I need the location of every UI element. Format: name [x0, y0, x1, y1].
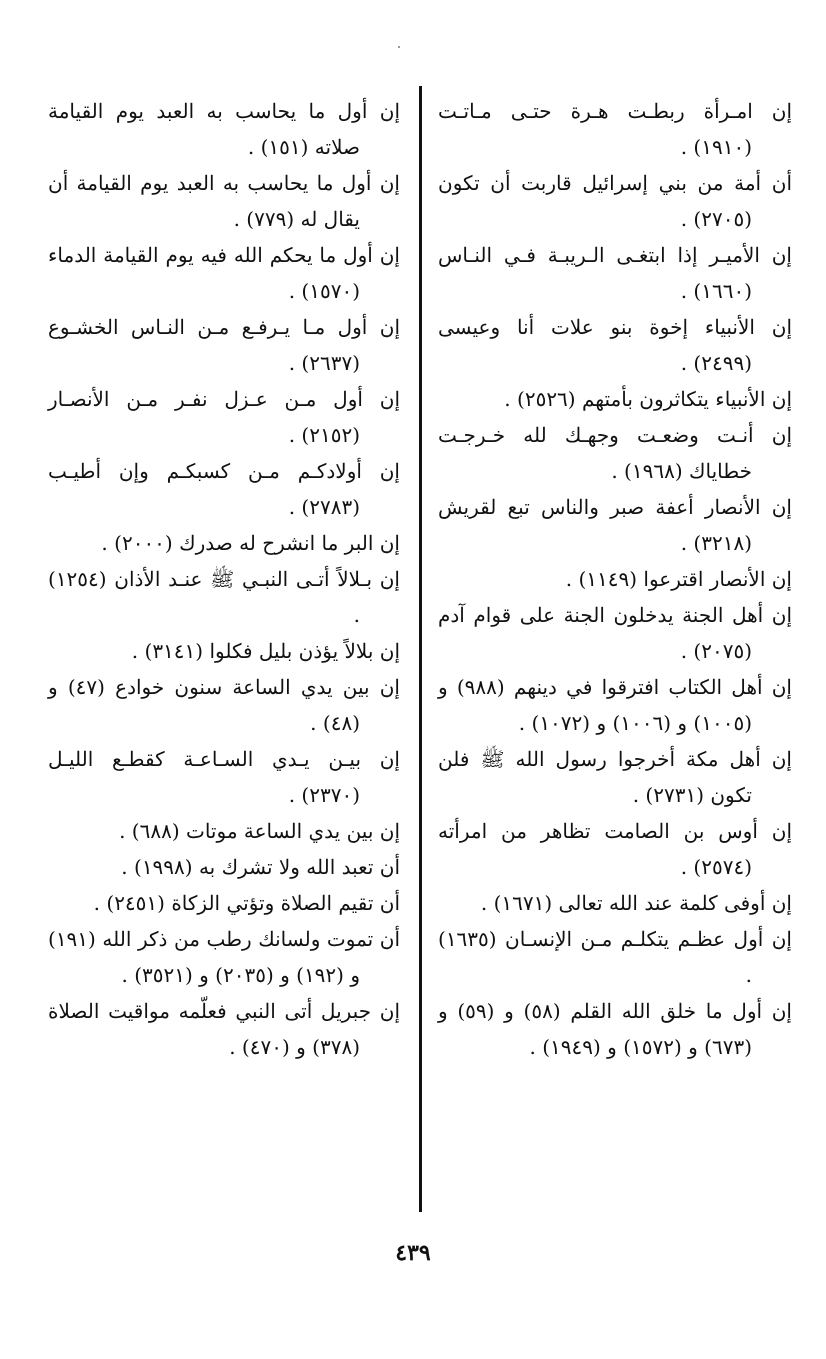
index-entry [48, 237, 400, 309]
index-entry [438, 417, 792, 489]
entry-text: إن الأنبياء إخوة بنو علات أنا وعيسى (٢٤٩٩) . [438, 315, 792, 375]
entry-text: إن جبريل أتى النبي فعلّمه مواقيت الصلاة (٣٧٨) و (٤٧٠) . [48, 999, 400, 1059]
entry-text: إن بـلالاً أتـى النبـي ﷺ عنـد الأذان (١٢٥٤) . [48, 567, 400, 627]
entry-text: أن تموت ولسانك رطب من ذكر الله (١٩١) و (١٩٢) و (٢٠٣٥) و (٣٥٢١) . [48, 927, 400, 987]
index-entry [48, 633, 400, 669]
index-entry [48, 921, 400, 993]
index-entry [48, 165, 400, 237]
index-entry [48, 993, 400, 1065]
right-column [438, 93, 792, 1065]
entry-text: إن أهل مكة أخرجوا رسول الله ﷺ فلن تكون (٢٧٣١) . [438, 747, 792, 807]
entry-text: إن أول ما يحكم الله فيه يوم القيامة الدماء (١٥٧٠) . [48, 243, 400, 303]
index-entry [438, 237, 792, 309]
index-entry [438, 561, 792, 597]
index-entry [438, 669, 792, 741]
entry-text: إن بيـن يـدي السـاعـة كقطـع الليـل (٢٣٧٠) . [48, 747, 400, 807]
entry-text: إن بين يدي الساعة سنون خوادع (٤٧) و (٤٨) . [48, 675, 400, 735]
index-entry [438, 165, 792, 237]
index-entry [48, 561, 400, 633]
page-number: ٤٣٩ [395, 1240, 431, 1266]
entry-text: إن أهل الجنة يدخلون الجنة على قوام آدم (٢٠٧٥) . [438, 603, 792, 663]
entry-text: إن الأنصار أعفة صبر والناس تبع لقريش (٣٢١٨) . [438, 495, 792, 555]
index-entry [48, 813, 400, 849]
entry-text: إن البر ما انشرح له صدرك (٢٠٠٠) . [101, 531, 400, 555]
entry-text: أن أمة من بني إسرائيل قاربت أن تكون (٢٧٠٥) . [438, 171, 792, 231]
index-entry [48, 885, 400, 921]
entry-text: إن امـرأة ربطـت هـرة حتـى مـاتـت (١٩١٠) . [438, 99, 792, 159]
entry-text: إن أول مـا يـرفـع مـن النـاس الخشـوع (٢٦٣٧) . [48, 315, 400, 375]
entry-text: إن بين يدي الساعة موتات (٦٨٨) . [119, 819, 400, 843]
entry-text: إن أولادكـم مـن كسبكـم وإن أطيـب (٢٧٨٣) . [48, 459, 400, 519]
page-speck [398, 46, 400, 48]
entry-text: إن أوس بن الصامت تظاهر من امرأته (٢٥٧٤) . [438, 819, 792, 879]
index-entry [438, 741, 792, 813]
index-entry [438, 813, 792, 885]
entry-text: إن أول عظـم يتكلـم مـن الإنسـان (١٦٣٥) . [438, 927, 792, 987]
index-entry [438, 309, 792, 381]
index-entry [438, 885, 792, 921]
index-entry [48, 849, 400, 885]
index-entry [438, 597, 792, 669]
entry-text: إن أهل الكتاب افترقوا في دينهم (٩٨٨) و (١٠٠٥) و (١٠٠٦) و (١٠٧٢) . [438, 675, 792, 735]
entry-text: إن أول ما يحاسب به العبد يوم القيامة صلاته (١٥١) . [48, 99, 400, 159]
index-entry [48, 309, 400, 381]
left-column [48, 93, 400, 1065]
index-entry [438, 489, 792, 561]
index-entry [48, 93, 400, 165]
index-entry [438, 93, 792, 165]
index-entry [48, 381, 400, 453]
index-entry [438, 993, 792, 1065]
index-entry [48, 669, 400, 741]
index-entry [438, 921, 792, 993]
index-entry [48, 525, 400, 561]
column-divider [419, 86, 422, 1212]
index-entry [48, 741, 400, 813]
index-entry [48, 453, 400, 525]
entry-text: إن بلالاً يؤذن بليل فكلوا (٣١٤١) . [131, 639, 400, 663]
entry-text: إن الأنبياء يتكاثرون بأمتهم (٢٥٢٦) . [504, 387, 792, 411]
entry-text: إن أول مـن عـزل نفـر مـن الأنصـار (٢١٥٢) . [48, 387, 400, 447]
index-entry [438, 381, 792, 417]
entry-text: إن الأنصار اقترعوا (١١٤٩) . [565, 567, 792, 591]
entry-text: أن تعبد الله ولا تشرك به (١٩٩٨) . [121, 855, 400, 879]
entry-text: إن أول ما خلق الله القلم (٥٨) و (٥٩) و (٦٧٣) و (١٥٧٢) و (١٩٤٩) . [438, 999, 792, 1059]
entry-text: إن أنـت وضعـت وجهـك لله خـرجـت خطاياك (١٩٦٨) . [438, 423, 792, 483]
entry-text: إن أول ما يحاسب به العبد يوم القيامة أن يقال له (٧٧٩) . [48, 171, 400, 231]
entry-text: أن تقيم الصلاة وتؤتي الزكاة (٢٤٥١) . [93, 891, 400, 915]
entry-text: إن الأميـر إذا ابتغـى الـريبـة فـي النـاس (١٦٦٠) . [438, 243, 792, 303]
entry-text: إن أوفى كلمة عند الله تعالى (١٦٧١) . [480, 891, 792, 915]
